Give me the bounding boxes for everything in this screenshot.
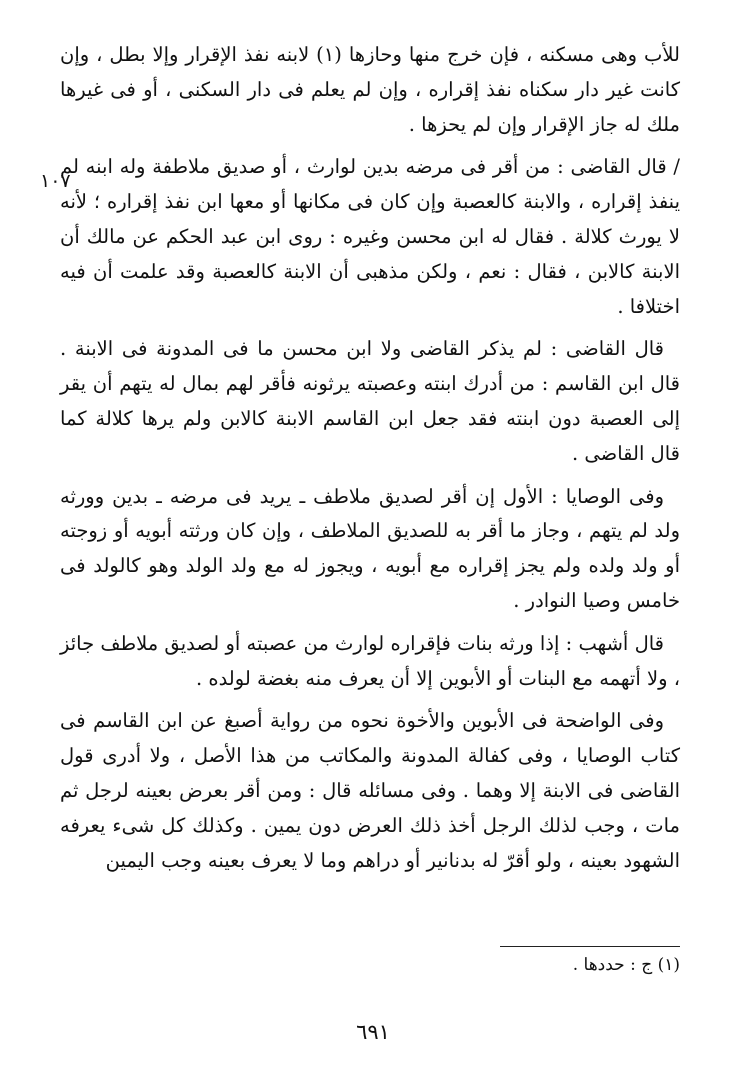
paragraph: وفى الواضحة فى الأبوين والأخوة نحوه من رواية أصبغ عن ابن القاسم فى كتاب الوصايا ، وفى كفالة المدونة والمكاتب من هذا الأصل ، ولا أدرى قول القاضى فى الابنة إلا وهما . وفى مسائله قال : ومن أقر بعرض بعينه لرجل ثم مات ، وجب لذلك الرجل أخذ ذلك العرض دون يمين . وكذلك كل شىء يعرفه الشهود بعينه ، ولو أقرّ له بدنانير أو دراهم وما لا يعرف بعينه وجب اليمين [60, 709, 680, 872]
margin-folio-number: ١٠٧ [40, 170, 71, 192]
footnote: (١) ج : حددها . [572, 955, 680, 975]
paragraph: للأب وهى مسكنه ، فإن خرج منها وحازها (١) لابنه نفذ الإقرار وإلا بطل ، وإن كانت غير دار سكناه نفذ إقراره ، وإن لم يعلم فى دار السكنى ، أو فى غيرها ملك له جاز الإقرار وإن لم يحزها . [60, 43, 680, 136]
paragraph: قال القاضى : لم يذكر القاضى ولا ابن محسن ما فى المدونة فى الابنة . قال ابن القاسم : من أدرك ابنته وعصبته يرثونه فأقر لهم بمال له يتهم أن يقر إلى العصبة دون ابنته فقد جعل ابن القاسم الابنة كالابن ولم يرها كلالة كما قال القاضى . [60, 337, 681, 465]
paragraph: وفى الوصايا : الأول إن أقر لصديق ملاطف ـ يريد فى مرضه ـ بدين وورثه ولد لم يتهم ، وجاز ما أقر به للصديق الملاطف ، وإن كان ورثته أبويه أو زوجته أو ولد ولده ولم يجز إقراره مع أبويه ، ويجوز له مع ولد الولد وهو كالولد فى خامس وصيا النوادر . [60, 484, 680, 612]
page-number: ٦٩١ [356, 1020, 390, 1044]
footnote-divider [500, 946, 680, 947]
main-text [60, 38, 680, 878]
paragraph: / قال القاضى : من أقر فى مرضه بدين لوارث ، أو صديق ملاطفة وله ابنه لم ينفذ إقراره ، والابنة كالعصبة وإن كان فى مكانها أو معها ابن نفذ إقراره ؛ لأنه لا يورث كلالة . فقال له ابن محسن وغيره : روى ابن عبد الحكم عن مالك أن الابنة كالابن ، فقال : نعم ، ولكن مذهبى أن الابنة كالعصبة وقد علمت أن فيه اختلافا . [60, 155, 680, 318]
paragraph: قال أشهب : إذا ورثه بنات فإقراره لوارث من عصبته أو لصديق ملاطف جائز ، ولا أتهمه مع البنات أو الأبوين إلا أن يعرف منه بغضة لولده . [60, 631, 680, 690]
